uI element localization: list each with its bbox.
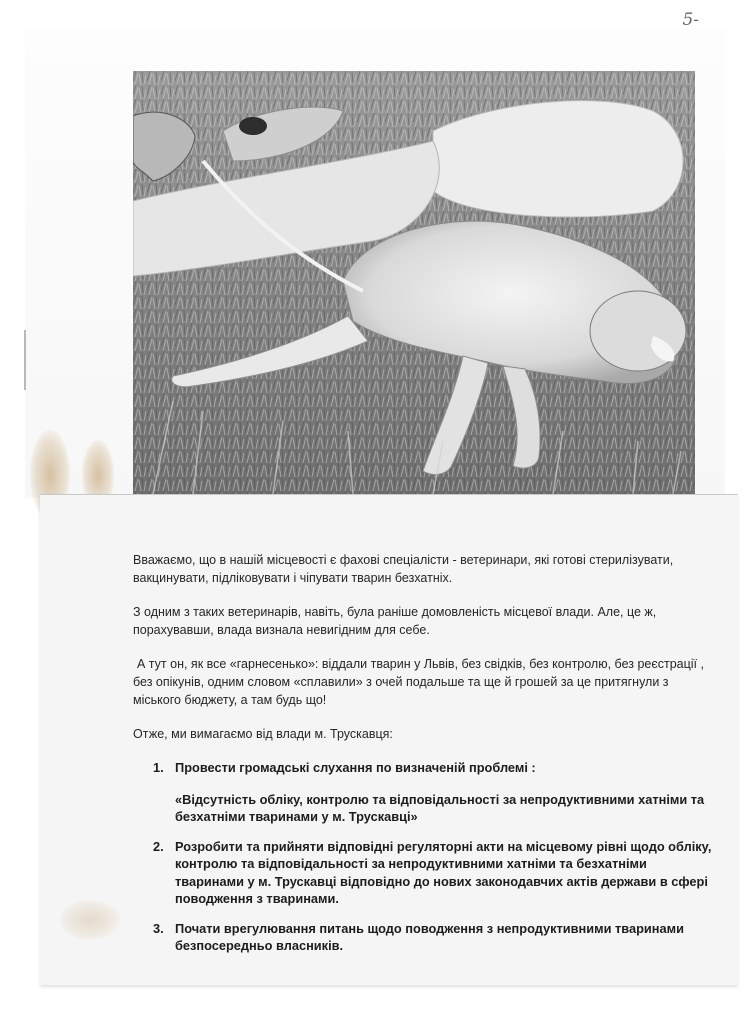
paragraph-lviv: А тут он, як все «гарнесенько»: віддали тварин у Львів, без свідків, без контролю, без реєстрації , без опікунів, одним словом «сплавили» з очей подальше та ще й грошей за це притягнули з міського бюджету, а там будь що! [133, 657, 704, 707]
paragraph-demand-intro: Отже, ми вимагаємо від влади м. Трускавця: [133, 727, 393, 741]
demand-text: Розробити та прийняти відповідні регуляторні акти на місцевому рівні щодо обліку, контролю та відповідальності за непродуктивними хатніми та безхатніми тваринами у м. Трускавці відповідно до нових законодавчих актів держави в сфері поводження з тваринами. [175, 838, 712, 906]
demand-item [133, 759, 713, 826]
page-number: 5- [682, 10, 699, 30]
demand-text: Почати врегулювання питань щодо поводження з непродуктивними тваринами безпосередньо власників. [175, 920, 684, 953]
paper-edge-mark [24, 330, 26, 390]
demand-quote: «Відсутність обліку, контролю та відповідальності за непродуктивними хатніми та безхатніми тваринами у м. Трускавці» [175, 791, 705, 824]
demands-list [133, 759, 713, 955]
paragraph-agreement: З одним з таких ветеринарів, навіть, була раніше домовленість місцевої влади. Але, це ж, порахувавши, влада визнала невигідним для себе. [133, 605, 657, 637]
paragraph-veterinarians: Вважаємо, що в нашій місцевості є фахові спеціалісти - ветеринари, які готові стерилізувати, вакцинувати, підліковувати і чіпувати тварин безхатніх. [133, 553, 674, 585]
demand-number: 2. [153, 838, 164, 854]
water-stain [60, 900, 120, 940]
demand-number: 3. [153, 920, 164, 936]
letter-text [133, 551, 713, 967]
demand-item [133, 838, 713, 908]
dog-photo-illustration [133, 71, 695, 494]
demand-number: 1. [153, 760, 164, 775]
demand-item [133, 920, 713, 955]
demand-text: Провести громадські слухання по визначеній проблемі : [175, 760, 536, 775]
dog-photo [133, 71, 695, 494]
